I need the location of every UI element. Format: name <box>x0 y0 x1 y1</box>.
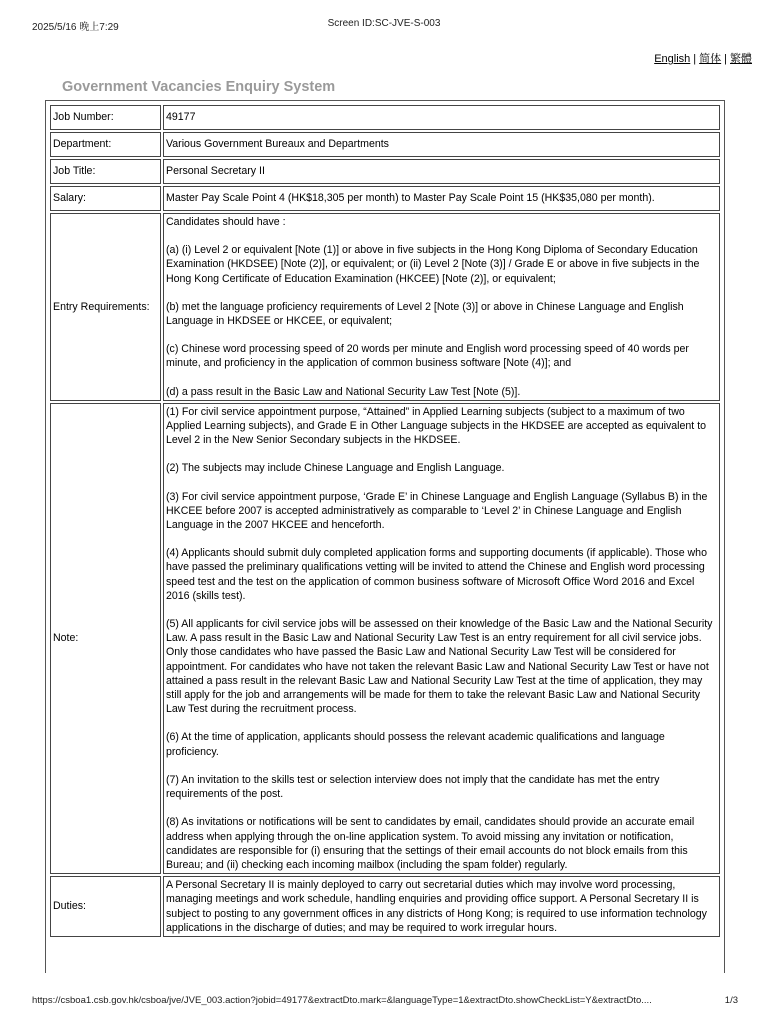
note-label: Note: <box>50 403 161 874</box>
language-separator: | <box>693 53 697 65</box>
job-number-value: 49177 <box>163 105 720 130</box>
note-item: (6) At the time of application, applicants should possess the relevant academic qualifications and language proficiency. <box>166 731 665 758</box>
salary-value: Master Pay Scale Point 4 (HK$18,305 per month) to Master Pay Scale Point 15 (HK$35,080 per month). <box>163 186 720 211</box>
entry-requirements-value <box>163 213 720 401</box>
duties-label: Duties: <box>50 876 161 937</box>
job-title-value: Personal Secretary II <box>163 159 720 184</box>
row-note <box>50 403 720 874</box>
job-details-table <box>48 103 722 939</box>
note-item: (7) An invitation to the skills test or selection interview does not imply that the candidate has met the entry requirements of the post. <box>166 773 660 801</box>
note-item: (1) For civil service appointment purpose, “Attained” in Applied Learning subjects (subject to a maximum of two Applied Learning subjects), and Grade E in Other Language subjects in the HKDSEE are accepted as equivalent to Level 2 in the New Senior Secondary subjects in the HKDSEE. <box>166 405 707 447</box>
language-link-english[interactable]: English <box>654 53 691 65</box>
entry-requirement-item: (b) met the language proficiency requirements of Level 2 [Note (3)] or above in Chinese Language and English Language in HKDSEE or HKCEE, or equivalent; <box>166 300 684 328</box>
print-footer <box>0 995 768 1009</box>
language-link-simplified[interactable]: 简体 <box>699 53 722 65</box>
row-job-number <box>50 105 720 130</box>
language-separator: | <box>724 53 727 65</box>
department-value: Various Government Bureaux and Departments <box>163 132 720 157</box>
entry-requirement-item: (a) (i) Level 2 or equivalent [Note (1)] or above in five subjects in the Hong Kong Diploma of Secondary Education Examination (HKDSEE) [Note (2)], or equivalent; or (ii) Level 2 [Note (3)] / Grade E or above in five subjects in the Hong Kong Certificate of Education Examination (HKCEE) [Note (2)], or equivalent; <box>166 244 700 285</box>
job-number-label: Job Number: <box>50 105 161 130</box>
print-header <box>0 18 768 32</box>
page-url: https://csboa1.csb.gov.hk/csboa/jve/JVE_003.action?jobid=49177&extractDto.mark=&languageType=1&extractDto.showCheckList=Y&extractDto.... <box>32 995 652 1006</box>
row-entry-requirements <box>50 213 720 401</box>
row-job-title <box>50 159 720 184</box>
note-item: (8) As invitations or notifications will be sent to candidates by email, candidates should provide an accurate email address when applying through the on-line application system. To avoid missing any invitation or notification, candidates are responsible for (i) ensuring that the settings of their email accounts do not block emails from this Bureau; and (ii) checking each incoming mailbox (including the spam folder) regularly. <box>166 816 695 871</box>
note-item: (3) For civil service appointment purpose, ‘Grade E’ in Chinese Language and English Language (Syllabus B) in the HKCEE before 2007 is accepted administratively as comparable to ‘Level 2’ in Chinese Language and English Language in the 2007 HKCEE and henceforth. <box>166 490 708 532</box>
language-link-traditional[interactable]: 繁體 <box>730 53 752 65</box>
row-salary <box>50 186 720 211</box>
job-title-label: Job Title: <box>50 159 161 184</box>
print-date: 2025/5/16 晚上7:29 <box>32 22 119 33</box>
note-item: (4) Applicants should submit duly completed application forms and supporting documents (if applicable). Those who have passed the preliminary qualifications vetting will be invited to attend the Chinese and English word processing speed test and the test on the application of common business software of Microsoft Office Word 2016 and Excel 2016 (skills test). <box>166 547 707 602</box>
row-department <box>50 132 720 157</box>
duties-value: A Personal Secretary II is mainly deployed to carry out secretarial duties which may involve word processing, managing meetings and work schedule, handling enquiries and providing office support. A Personal Secretary II is subject to posting to any government offices in any districts of Hong Kong; is required to use information technology applications in the discharge of duties; and may be required to work irregular hours. <box>163 876 720 937</box>
job-details-panel <box>45 100 725 973</box>
note-value <box>163 403 720 874</box>
entry-requirements-label: Entry Requirements: <box>50 213 161 401</box>
entry-requirement-intro: Candidates should have : <box>166 216 286 228</box>
language-switcher <box>654 50 752 66</box>
note-item: (2) The subjects may include Chinese Language and English Language. <box>166 462 505 475</box>
page-number: 1/3 <box>724 995 738 1006</box>
entry-requirement-item: (c) Chinese word processing speed of 20 words per minute and English word processing speed of 40 words per minute, and proficiency in the application of common business software [Note (4)]; and <box>166 343 689 370</box>
system-title: Government Vacancies Enquiry System <box>62 79 336 95</box>
note-item: (5) All applicants for civil service jobs will be assessed on their knowledge of the Basic Law and the National Security Law. A pass result in the Basic Law and National Security Law Test is an entry requirement for all civil service jobs. Only those candidates who have passed the Basic Law and National Security Law Test will be considered for appointment. For candidates who have not taken the relevant Basic Law and National Security Law Test or have not attained a pass result in the relevant Basic Law and National Security Law Test at the time of application, they may still apply for the job and arrangements will be made for them to take the relevant Basic Law and National Security Law Test during the recruitment process. <box>166 618 713 716</box>
screen-id: Screen ID:SC-JVE-S-003 <box>327 18 441 29</box>
row-duties <box>50 876 720 937</box>
department-label: Department: <box>50 132 161 157</box>
salary-label: Salary: <box>50 186 161 211</box>
entry-requirement-item: (d) a pass result in the Basic Law and National Security Law Test [Note (5)]. <box>166 385 521 398</box>
